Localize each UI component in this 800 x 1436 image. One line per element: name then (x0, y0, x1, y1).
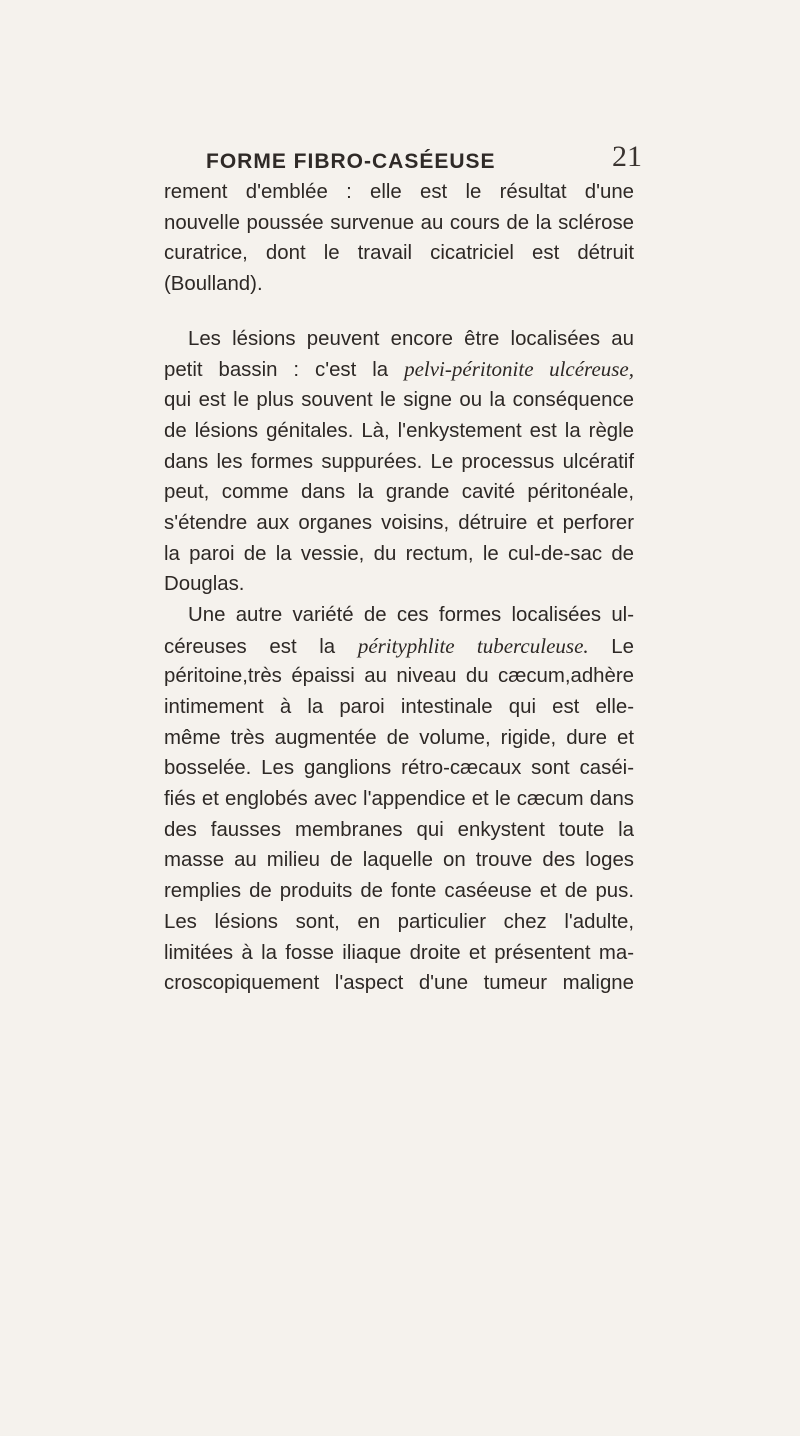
text-line: fiés et englobés avec l'appendice et le cæcum dans (164, 788, 634, 811)
text-line: des fausses membranes qui enkystent toute la (164, 818, 634, 841)
text-line: céreuses est la pérityphlite tuberculeuse. Le (164, 633, 634, 658)
text-line: Les lésions peuvent encore être localisées au (188, 327, 634, 350)
text-line: bosselée. Les ganglions rétro-cæcaux sont caséi- (164, 757, 634, 780)
text-line: de lésions génitales. Là, l'enkystement est la règle (164, 419, 634, 442)
paragraph-2 (164, 324, 634, 600)
text-line: la paroi de la vessie, du rectum, le cul-de-sac de (164, 542, 634, 565)
text-line: croscopiquement l'aspect d'une tumeur maligne (164, 972, 634, 995)
text-line: même très augmentée de volume, rigide, dure et (164, 726, 634, 749)
paragraph-3 (164, 600, 634, 999)
text-line: rement d'emblée : elle est le résultat d'une (164, 181, 634, 203)
italic-term: pérityphlite tuberculeuse. (357, 633, 589, 658)
running-title: FORME FIBRO-CASÉEUSE (206, 150, 496, 173)
text-line: dans les formes suppurées. Le processus ulcératif (164, 450, 634, 473)
body-text (164, 177, 634, 999)
text-line: (Boulland). (164, 273, 263, 296)
text-line: péritoine,très épaissi au niveau du cæcum,adhère (164, 665, 634, 688)
text-line: Une autre variété de ces formes localisées ul- (188, 603, 634, 626)
text-line: petit bassin : c'est la pelvi-péritonite ulcéreuse, (164, 357, 635, 382)
paragraph-gap (164, 300, 634, 324)
text-line: nouvelle poussée survenue au cours de la sclérose (164, 211, 634, 234)
text-line: intimement à la paroi intestinale qui est elle- (164, 696, 634, 718)
paragraph-1 (164, 177, 634, 300)
text-line: limitées à la fosse iliaque droite et présentent ma- (164, 941, 634, 964)
page-number: 21 (612, 140, 642, 173)
text-line: curatrice, dont le travail cicatriciel est détruit (164, 242, 634, 265)
text-line: qui est le plus souvent le signe ou la conséquence (164, 389, 634, 412)
text-line: s'étendre aux organes voisins, détruire et perforer (164, 511, 634, 534)
text-line: Les lésions sont, en particulier chez l'adulte, (164, 910, 634, 933)
text-line: peut, comme dans la grande cavité péritonéale, (164, 481, 634, 504)
text-line: masse au milieu de laquelle on trouve des loges (164, 849, 634, 872)
italic-term: pelvi-péritonite ulcéreuse, (404, 357, 635, 382)
text-line: remplies de produits de fonte caséeuse et de pus. (164, 880, 634, 903)
text-line: Douglas. (164, 573, 245, 596)
